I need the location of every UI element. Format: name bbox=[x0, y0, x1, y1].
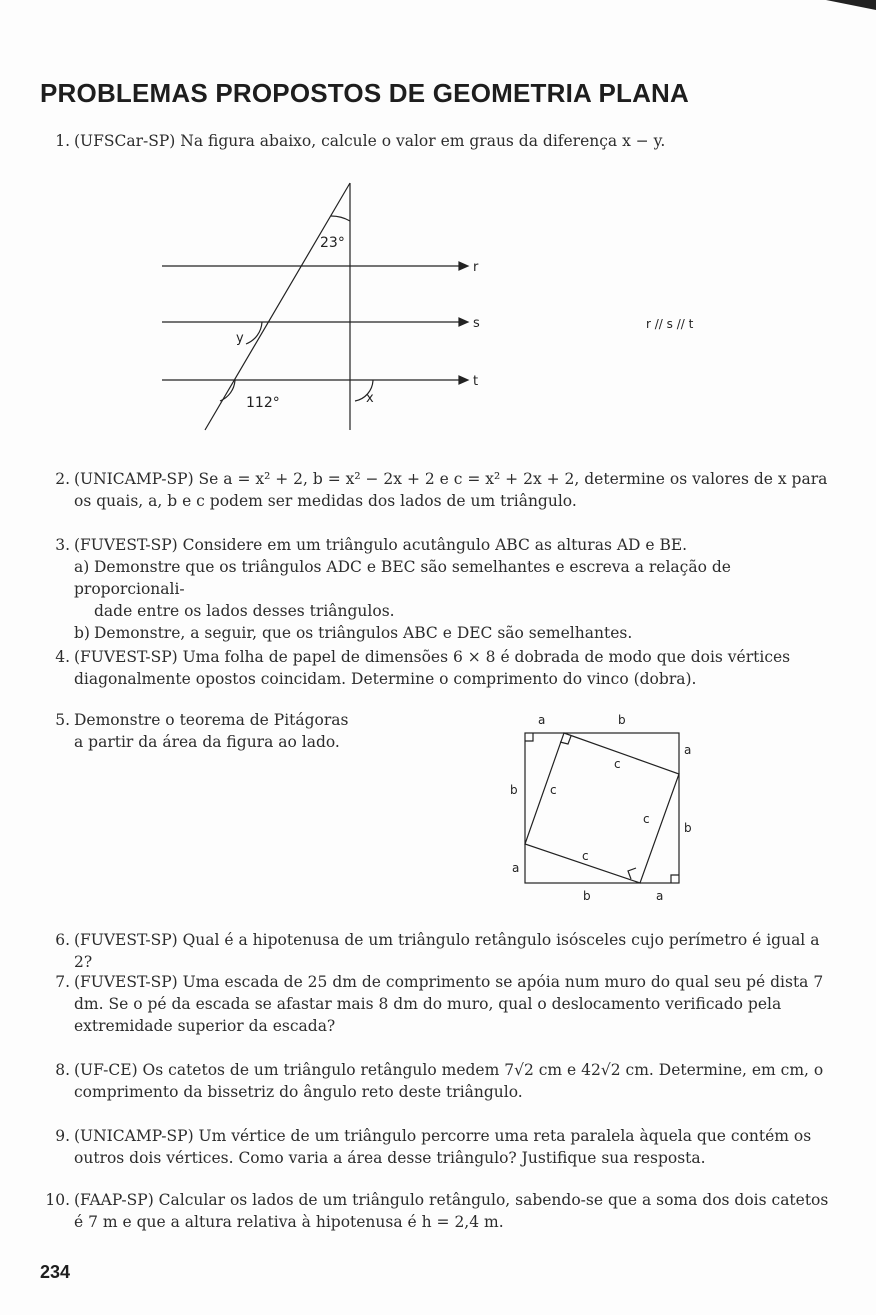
problem-text: Demonstre o teorema de Pitágoras a partir da área da figura ao lado. bbox=[74, 711, 349, 751]
problem-number: 2. bbox=[55, 470, 70, 488]
inner-square bbox=[525, 733, 679, 883]
label-bottom-b: b bbox=[583, 889, 591, 903]
problem-text: (UNICAMP-SP) Um vértice de um triângulo percorre uma reta paralela àquela que contém os outros dois vértices. Como varia a área desse triângulo? Justifique sua resposta. bbox=[74, 1127, 812, 1167]
item-text: Demonstre, a seguir, que os triângulos ABC e DEC são semelhantes. bbox=[94, 624, 633, 642]
problem-2 bbox=[38, 468, 838, 512]
problem-text: (FUVEST-SP) Uma escada de 25 dm de comprimento se apóia num muro do qual seu pé dista 7 dm. Se o pé da escada se afastar mais 8 dm do muro, qual o deslocamento verificado pela extremidade superior da escada? bbox=[74, 973, 824, 1035]
arrow-t bbox=[459, 376, 468, 384]
page-corner-mark bbox=[826, 0, 876, 10]
angle-y-label: y bbox=[236, 331, 244, 346]
item-text: Demonstre que os triângulos ADC e BEC são semelhantes e escreva a relação de proporcionali- bbox=[74, 558, 731, 598]
arrow-s bbox=[459, 318, 468, 326]
problem-1 bbox=[38, 130, 838, 152]
problem-number: 9. bbox=[55, 1127, 70, 1145]
oblique-transversal bbox=[205, 183, 350, 430]
problem-text: (UFSCar-SP) Na figura abaixo, calcule o valor em graus da diferença x − y. bbox=[74, 132, 666, 150]
parallel-lines-figure bbox=[150, 175, 740, 440]
problem-7 bbox=[38, 971, 838, 1037]
label-right-a: a bbox=[684, 743, 692, 757]
label-c-bottom: c bbox=[582, 849, 589, 863]
parallel-note: r // s // t bbox=[646, 317, 694, 331]
problem-text: (UF-CE) Os catetos de um triângulo retângulo medem 7√2 cm e 42√2 cm. Determine, em cm, o comprimento da bissetriz do ângulo reto deste triângulo. bbox=[74, 1061, 824, 1101]
angle-y-arc bbox=[246, 322, 262, 344]
label-c-left: c bbox=[550, 783, 557, 797]
line-s-label: s bbox=[473, 316, 480, 331]
problem-text: (FUVEST-SP) Qual é a hipotenusa de um triângulo retângulo isósceles cujo perímetro é igual a 2? bbox=[74, 931, 820, 971]
problem-text: (FAAP-SP) Calcular os lados de um triângulo retângulo, sabendo-se que a soma dos dois catetos é 7 m e que a altura relativa à hipotenusa é h = 2,4 m. bbox=[74, 1191, 829, 1231]
label-top-a: a bbox=[538, 713, 546, 727]
label-right-b: b bbox=[684, 821, 692, 835]
problem-10 bbox=[38, 1189, 838, 1233]
right-angle-inner-bottom bbox=[628, 868, 636, 879]
problem-4 bbox=[38, 646, 838, 690]
item-a bbox=[74, 556, 838, 600]
right-angle-bottom-right bbox=[671, 875, 679, 883]
line-t-label: t bbox=[473, 374, 479, 389]
problem-number: 3. bbox=[55, 536, 70, 554]
angle-23-label: 23° bbox=[320, 235, 345, 251]
angle-x-label: x bbox=[366, 391, 374, 406]
outer-square bbox=[525, 733, 679, 883]
problem-text: (FUVEST-SP) Uma folha de papel de dimensões 6 × 8 é dobrada de modo que dois vértices diagonalmente opostos coincidam. Determine o comprimento do vinco (dobra). bbox=[74, 648, 791, 688]
item-label: a) bbox=[74, 558, 90, 576]
page-number: 234 bbox=[40, 1262, 71, 1282]
problem-3-items bbox=[74, 556, 838, 644]
item-a-continuation: dade entre os lados desses triângulos. bbox=[94, 602, 395, 620]
problem-number: 5. bbox=[55, 711, 70, 729]
problem-5 bbox=[38, 709, 358, 753]
pythagoras-square-figure bbox=[500, 708, 720, 908]
angle-23-arc bbox=[331, 216, 350, 221]
item-label: b) bbox=[74, 624, 90, 642]
line-r-label: r bbox=[473, 260, 479, 275]
problem-9 bbox=[38, 1125, 838, 1169]
label-left-a: a bbox=[512, 861, 520, 875]
problem-number: 7. bbox=[55, 973, 70, 991]
label-bottom-a: a bbox=[656, 889, 664, 903]
problem-number: 10. bbox=[45, 1191, 70, 1209]
label-left-b: b bbox=[510, 783, 518, 797]
arrow-r bbox=[459, 262, 468, 270]
problem-number: 6. bbox=[55, 931, 70, 949]
problem-number: 1. bbox=[55, 132, 70, 150]
problem-8 bbox=[38, 1059, 838, 1103]
problem-text: (FUVEST-SP) Considere em um triângulo acutângulo ABC as alturas AD e BE. bbox=[74, 536, 688, 554]
angle-112-label: 112° bbox=[246, 395, 280, 411]
page-title: PROBLEMAS PROPOSTOS DE GEOMETRIA PLANA bbox=[40, 78, 689, 108]
label-c-right: c bbox=[643, 812, 650, 826]
problem-number: 4. bbox=[55, 648, 70, 666]
label-c-top: c bbox=[614, 757, 621, 771]
right-angle-top-left bbox=[525, 733, 533, 741]
problem-6 bbox=[38, 929, 838, 973]
problem-number: 8. bbox=[55, 1061, 70, 1079]
problem-text: (UNICAMP-SP) Se a = x² + 2, b = x² − 2x + 2 e c = x² + 2x + 2, determine os valores de x para os quais, a, b e c podem ser medidas dos lados de um triângulo. bbox=[74, 470, 828, 510]
problem-3 bbox=[38, 534, 838, 644]
label-top-b: b bbox=[618, 713, 626, 727]
item-b bbox=[74, 622, 838, 644]
